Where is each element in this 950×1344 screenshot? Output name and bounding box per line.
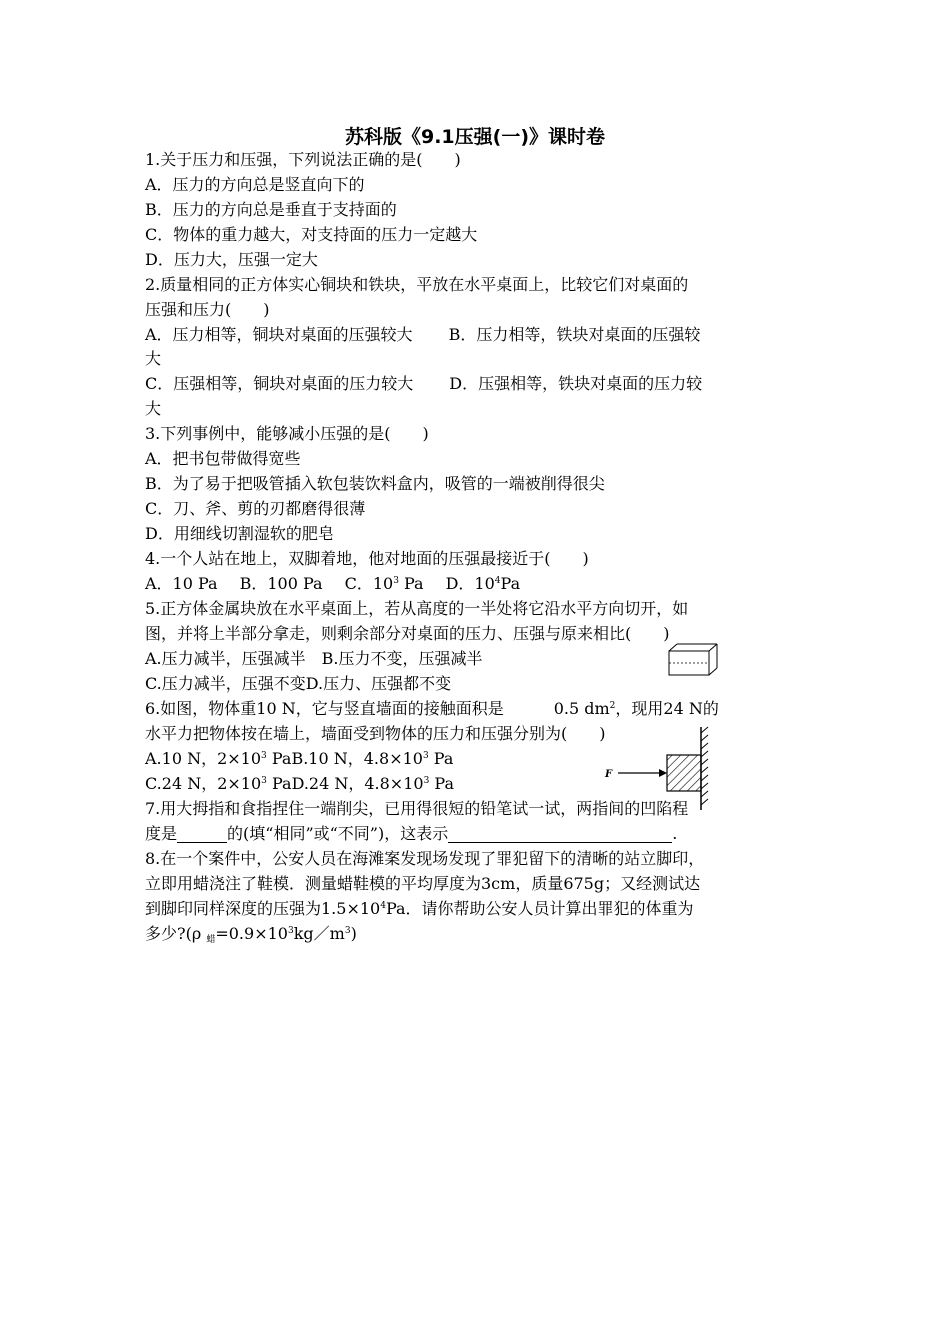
q8-line2: 立即用蜡浇注了鞋模．测量蜡鞋模的平均厚度为3cm，质量675g；又经测试达 [145, 874, 701, 893]
q4-option-b: B．100 Pa [239, 574, 323, 593]
q2-stem-line1: 2.质量相同的正方体实心铜块和铁块，平放在水平桌面上，比较它们对桌面的 [145, 275, 689, 294]
q3-option-d: D．用细线切割湿软的肥皂 [145, 524, 334, 543]
force-label: F [605, 769, 613, 780]
page-title: 苏科版《9.1压强(一)》课时卷 [344, 126, 606, 148]
q7-blank-2[interactable] [448, 824, 672, 843]
q5-stem-line2: 图，并将上半部分拿走，则剩余部分对桌面的压力、压强与原来相比( ) [145, 624, 670, 643]
q2-options-ab [145, 323, 810, 347]
q1-stem: 1.关于压力和压强，下列说法正确的是( ) [145, 150, 461, 169]
q4-option-a: A．10 Pa [145, 574, 218, 593]
q2-option-a: A．压力相等，铜块对桌面的压强较大 [145, 325, 413, 344]
q6-stem-line1: 6.如图，物体重10 N，它与竖直墙面的接触面积是 0.5 $dm^2$，现用24 N的 [145, 699, 719, 718]
q7-blank-1[interactable] [177, 824, 227, 843]
q2-stem-line2: 压强和压力( ) [145, 300, 270, 319]
q4-option-c: C．$10^3$ Pa [344, 574, 424, 593]
q3-option-b: B．为了易于把吸管插入软包装饮料盒内，吸管的一端被削得很尖 [145, 474, 605, 493]
q8-line3: 到脚印同样深度的压强为$1.5\times 10^4Pa$．请你帮助公安人员计算出罪犯的体重为 [145, 899, 694, 918]
q1-option-c: C．物体的重力越大，对支持面的压力一定越大 [145, 225, 478, 244]
q3-option-a: A．把书包带做得宽些 [145, 449, 301, 468]
q1-option-a: A．压力的方向总是竖直向下的 [145, 175, 365, 194]
q6-options-ab: A.10 N，$2\times 10^3$ PaB.10 N，$4.8\times 10^3$ Pa [145, 749, 454, 768]
q3-stem: 3.下列事例中，能够减小压强的是( ) [145, 424, 429, 443]
q4-option-d: D．$10^4Pa$ [445, 574, 521, 593]
q3-option-c: C．刀、斧、剪的刃都磨得很薄 [145, 499, 366, 518]
q2-option-d: D．压强相等，铁块对桌面的压力较 [449, 374, 703, 393]
q2-option-c: C．压强相等，铜块对桌面的压力较大 [145, 374, 414, 393]
q4-options [145, 572, 810, 596]
q5-stem-line1: 5.正方体金属块放在水平桌面上，若从高度的一半处将它沿水平方向切开，如 [145, 599, 689, 618]
q2-option-b-wrap: 大 [145, 349, 162, 368]
q4-stem: 4.一个人站在地上，双脚着地，他对地面的压强最接近于( ) [145, 549, 589, 568]
q7-stem-line1: 7.用大拇指和食指捏住一端削尖，已用得很短的铅笔试一试，两指间的凹陷程 [145, 799, 689, 818]
q8-line1: 8.在一个案件中，公安人员在海滩案发现场发现了罪犯留下的清晰的站立脚印， [145, 849, 705, 868]
q6-options-cd: C.24 N，$2\times 10^3$ PaD.24 N，$4.8\times 10^3$ Pa [145, 774, 454, 793]
q2-option-d-wrap: 大 [145, 399, 162, 418]
q2-options-cd [145, 372, 810, 396]
q5-options-ab: A.压力减半，压强减半 B.压力不变，压强减半 [145, 649, 483, 668]
q8-line4: 多少?(ρ $_蜡=0.9\times 10^3kg/m^3$) [145, 924, 357, 945]
q1-option-d: D．压力大，压强一定大 [145, 250, 318, 269]
q7-stem-line2: 度是 的(填“相同”或“不同”)，这表示 . [145, 824, 678, 843]
q5-options-cd: C.压力减半，压强不变D.压力、压强都不变 [145, 674, 452, 693]
q1-option-b: B．压力的方向总是垂直于支持面的 [145, 200, 397, 219]
cube-cut-figure [664, 640, 724, 680]
q6-stem-line2: 水平力把物体按在墙上，墙面受到物体的压力和压强分别为( ) [145, 724, 606, 743]
q2-option-b: B．压力相等，铁块对桌面的压强较 [448, 325, 701, 344]
